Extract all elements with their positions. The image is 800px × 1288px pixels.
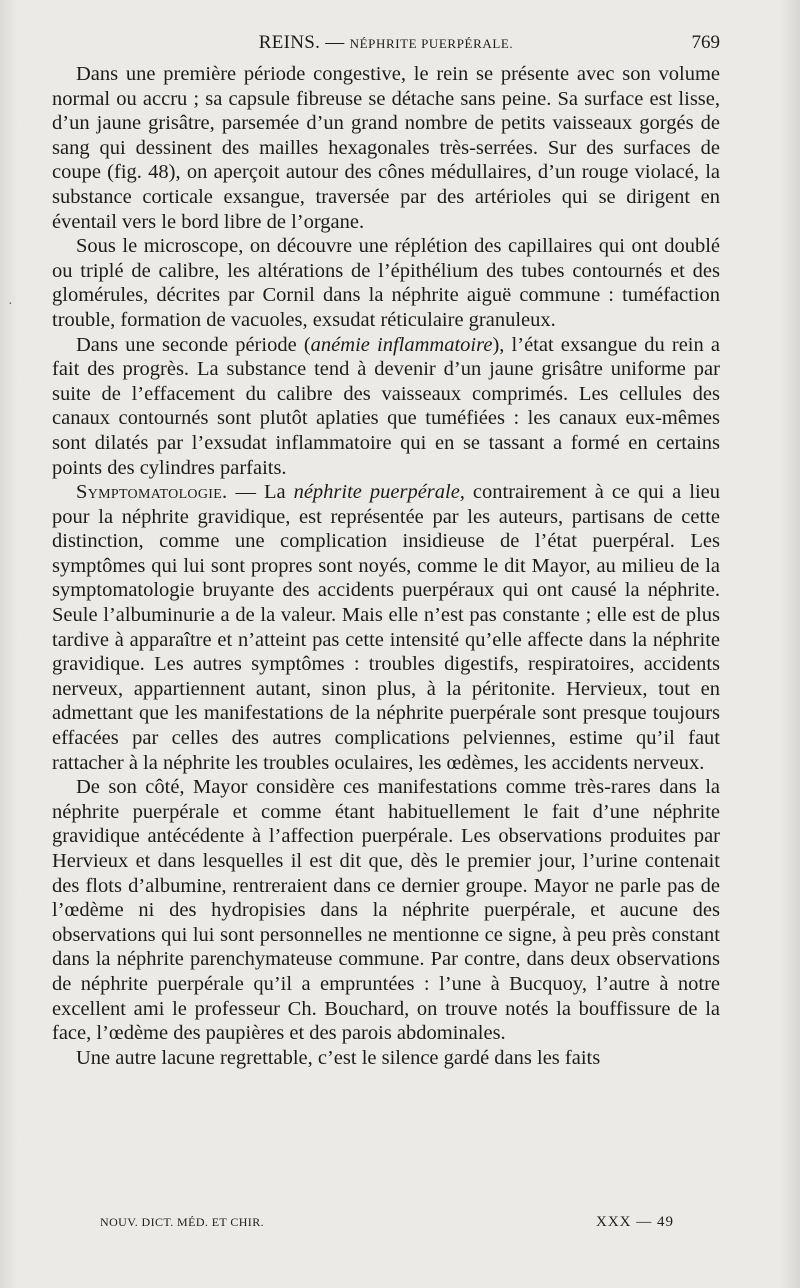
body-text (52, 62, 720, 1070)
running-title-sub: NÉPHRITE PUERPÉRALE. (349, 36, 514, 51)
paragraph-2 (52, 234, 720, 332)
running-title (52, 30, 720, 57)
running-title-main: REINS. — (258, 32, 345, 53)
paragraph-3-after: ), l’état exsangue du rein a fait des progrès. La substance tend à devenir d’un jaune grisâtre uniforme par suite de l’effacement du calibre des vaisseaux comprimés. Les cellules des canaux contournés sont plutôt aplaties que tuméfiées : les canaux eux-mêmes sont dilatés par l’exsudat inflammatoire qui en se tassant a formé en certains points des cylindres parfaits. (52, 333, 721, 479)
paragraph-4 (52, 480, 720, 775)
paragraph-4-italic: néphrite puerpérale, (293, 481, 465, 504)
paragraph-2-text: Sous le microscope, on découvre une réplétion des capillaires qui ont doublé ou triplé de calibre, les altérations de l’épithélium des tubes contournés et des glomérules, décrites par Cornil dans la néphrite aiguë commune : tuméfaction trouble, formation de vacuoles, exsudat réticulaire granuleux. (52, 235, 720, 331)
paragraph-5 (52, 775, 720, 1046)
footer-sheet-number: XXX — 49 (596, 1214, 674, 1230)
paragraph-3 (52, 333, 720, 481)
paragraph-4-after: contrairement à ce qui a lieu pour la néphrite gravidique, est représentée par les auteurs, partisans de cette distinction, comme une complication insidieuse de l’état puerpéral. Les symptômes qui lui sont propres sont noyés, comme le dit Mayor, au milieu de la symptomatologie bruyante des accidents puerpéraux qui ont causé la néphrite. Seule l’albuminurie a de la valeur. Mais elle n’est pas constante ; elle est de plus tardive à apparaître et n’atteint pas cette intensité qu’elle affecte dans la néphrite gravidique. Les autres symptômes : troubles digestifs, respiratoires, accidents nerveux, appartiennent autant, sinon plus, à la péritonite. Hervieux, tout en admettant que les manifestations de la néphrite puerpérale sont presque toujours effacées par celles des autres complications pelviennes, estime qu’il faut rattacher à la néphrite les troubles oculaires, les œdèmes, les accidents nerveux. (52, 481, 720, 774)
paragraph-3-italic: anémie inflammatoire (310, 333, 493, 356)
margin-mark: · (8, 297, 13, 312)
footer-signature: NOUV. DICT. MÉD. ET CHIR. (100, 1215, 265, 1229)
page-footer (100, 1212, 674, 1232)
page-number: 769 (691, 32, 720, 53)
paragraph-5-text: De son côté, Mayor considère ces manifestations comme très-rares dans la néphrite puerpérale et comme étant habituellement le fait d’une néphrite gravidique antécédente à l’affection puerpérale. Les observations produites par Hervieux et dans lesquelles il est dit que, dès le premier jour, l’urine contenait des flots d’albumine, rentreraient dans ce dernier groupe. Mayor ne parle pas de l’œdème ni des hydropisies dans la néphrite puerpérale, et aucune des observations qui lui sont personnelles ne mentionne ce signe, à peu près constant dans la néphrite parenchymateuse commune. Par contre, dans deux observations de néphrite puerpérale qu’il a empruntées : l’une à Bucquoy, l’autre à notre excellent ami le professeur Ch. Bouchard, on trouve notés la bouffissure de la face, l’œdème des paupières et des parois abdominales. (52, 776, 720, 1045)
paragraph-1-text: Dans une première période congestive, le rein se présente avec son volume normal ou accru ; sa capsule fibreuse se détache sans peine. Sa surface est lisse, d’un jaune grisâtre, parsemée d’un grand nombre de petits vaisseaux gorgés de sang qui dessinent des mailles hexagonales très-serrées. Sur des surfaces de coupe (fig. 48), on aperçoit autour des cônes médullaires, d’un rouge violacé, la substance corticale exsangue, traversée par des artérioles qui se dirigent en éventail vers le bord libre de l’organe. (52, 63, 720, 233)
section-heading-symptomatologie: Symptomatologie. (76, 481, 228, 504)
paragraph-1 (52, 62, 720, 234)
paragraph-3-before: Dans une seconde période ( (76, 333, 311, 356)
paragraph-6-text: Une autre lacune regrettable, c’est le silence gardé dans les faits (76, 1046, 601, 1069)
page-header (52, 30, 720, 56)
paragraph-4-before: — La (227, 481, 294, 504)
paragraph-6 (52, 1046, 720, 1071)
